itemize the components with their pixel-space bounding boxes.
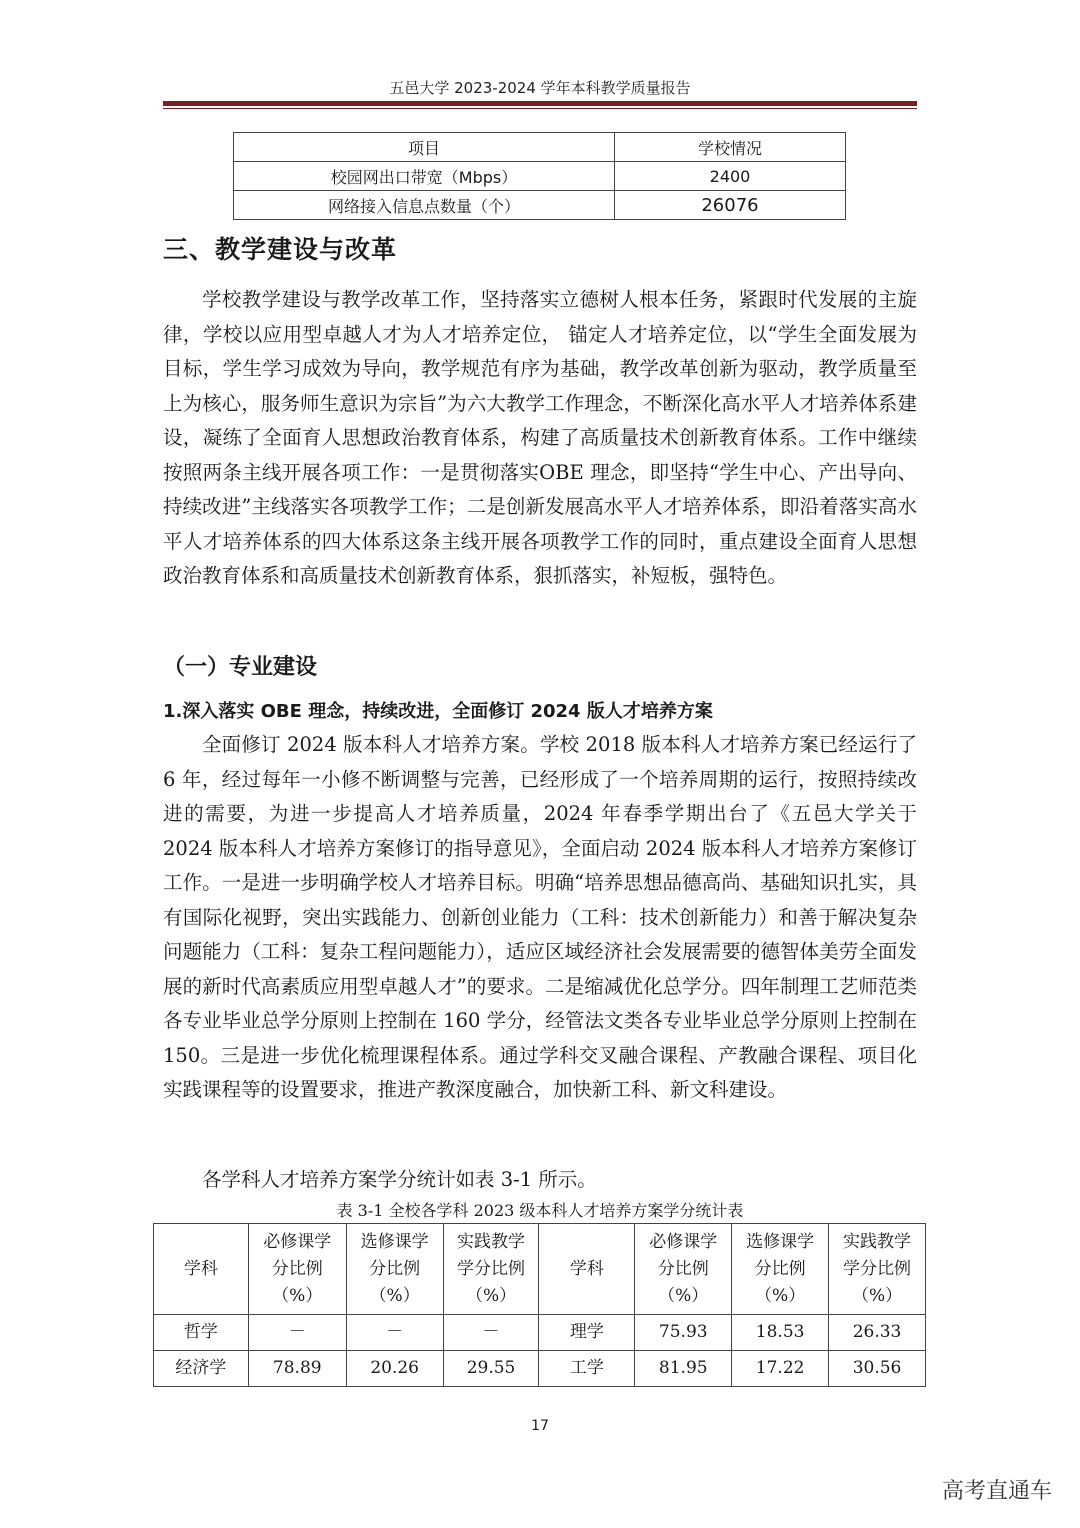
header-practice: 实践教学 学分比例 （%） <box>443 1224 539 1315</box>
watermark-text: 高考直通车 <box>941 1479 1052 1504</box>
table-header-row <box>234 133 846 162</box>
table-cell: 2400 <box>615 162 846 191</box>
table-cell: － <box>443 1315 539 1351</box>
table-row <box>154 1315 926 1351</box>
table-cell: 26.33 <box>829 1315 926 1351</box>
table-cell: 工学 <box>539 1351 635 1387</box>
report-header-title: 五邑大学 2023-2024 学年本科教学质量报告 <box>389 79 691 97</box>
header-required: 必修课学 分比例 （%） <box>248 1224 346 1315</box>
table-cell: 20.26 <box>346 1351 443 1387</box>
table-header-row <box>154 1224 926 1315</box>
table-cell: 18.53 <box>732 1315 829 1351</box>
subsection-heading: （一）专业建设 <box>163 655 318 680</box>
table-cell: 26076 <box>615 191 846 220</box>
table-row <box>154 1351 926 1387</box>
table-cell: 81.95 <box>635 1351 732 1387</box>
header-elective: 选修课学 分比例 （%） <box>732 1224 829 1315</box>
table-row <box>234 162 846 191</box>
header-rule-thin <box>163 108 917 109</box>
table-header-cell: 项目 <box>234 133 615 162</box>
section-heading: 三、教学建设与改革 <box>163 235 398 264</box>
table-cell: 78.89 <box>248 1351 346 1387</box>
header-subject: 学科 <box>539 1224 635 1315</box>
table-cell: 75.93 <box>635 1315 732 1351</box>
table-intro-paragraph: 各学科人才培养方案学分统计如表 3-1 所示。 <box>202 1168 597 1191</box>
table-caption: 表 3-1 全校各学科 2023 级本科人才培养方案学分统计表 <box>336 1201 744 1220</box>
table-cell: 经济学 <box>154 1351 249 1387</box>
item-heading: 1.深入落实 OBE 理念，持续改进，全面修订 2024 版人才培养方案 <box>163 701 713 722</box>
section-intro-paragraph: 学校教学建设与教学改革工作，坚持落实立德树人根本任务，紧跟时代发展的主旋律，学校以应用型卓越人才为人才培养定位， 锚定人才培养定位，以“学生全面发展为目标，学生学习成效为导向，教学规范有序为基础，教学改革创新为驱动，教学质量至上为核心，服务师生意识为宗旨”为六大教学工作理念，不断深化高水平人才培养体系建设，凝练了全面育人思想政治教育体系，构建了高质量技术创新教育体系。工作中继续按照两条主线开展各项工作：一是贯彻落实OBE 理念，即坚持“学生中心、产出导向、持续改进”主线落实各项教学工作；二是创新发展高水平人才培养体系，即沿着落实高水平人才培养体系的四大体系这条主线开展各项教学工作的同时，重点建设全面育人思想政治教育体系和高质量技术创新教育体系，狠抓落实，补短板，强特色。 <box>163 288 917 587</box>
table-cell: － <box>248 1315 346 1351</box>
table-cell: 哲学 <box>154 1315 249 1351</box>
header-required: 必修课学 分比例 （%） <box>635 1224 732 1315</box>
table-cell: 理学 <box>539 1315 635 1351</box>
header-rule-thick <box>163 101 917 106</box>
table-cell: － <box>346 1315 443 1351</box>
table-cell: 29.55 <box>443 1351 539 1387</box>
header-elective: 选修课学 分比例 （%） <box>346 1224 443 1315</box>
network-table <box>233 132 846 220</box>
header-practice: 实践教学 学分比例 （%） <box>829 1224 926 1315</box>
page-number: 17 <box>531 1418 549 1434</box>
table-cell: 校园网出口带宽（Mbps） <box>234 162 615 191</box>
table-row <box>234 191 846 220</box>
credit-table <box>153 1223 926 1387</box>
table-cell: 网络接入信息点数量（个） <box>234 191 615 220</box>
table-header-cell: 学校情况 <box>615 133 846 162</box>
item-body-paragraph: 全面修订 2024 版本科人才培养方案。学校 2018 版本科人才培养方案已经运行了 6 年，经过每年一小修不断调整与完善，已经形成了一个培养周期的运行，按照持续改进的需要，为进一步提高人才培养质量，2024 年春季学期出台了《五邑大学关于 2024 版本科人才培养方案修订的指导意见》，全面启动 2024 版本科人才培养方案修订工作。一是进一步明确学校人才培养目标。明确“培养思想品德高尚、基础知识扎实，具有国际化视野，突出实践能力、创新创业能力（工科：技术创新能力）和善于解决复杂问题能力（工科：复杂工程问题能力），适应区域经济社会发展需要的德智体美劳全面发展的新时代高素质应用型卓越人才”的要求。二是缩减优化总学分。四年制理工艺师范类各专业毕业总学分原则上控制在 160 学分，经管法文类各专业毕业总学分原则上控制在 150。三是进一步优化梳理课程体系。通过学科交叉融合课程、产教融合课程、项目化实践课程等的设置要求，推进产教深度融合，加快新工科、新文科建设。 <box>163 733 917 1101</box>
table-cell: 30.56 <box>829 1351 926 1387</box>
table-cell: 17.22 <box>732 1351 829 1387</box>
header-subject: 学科 <box>154 1224 249 1315</box>
